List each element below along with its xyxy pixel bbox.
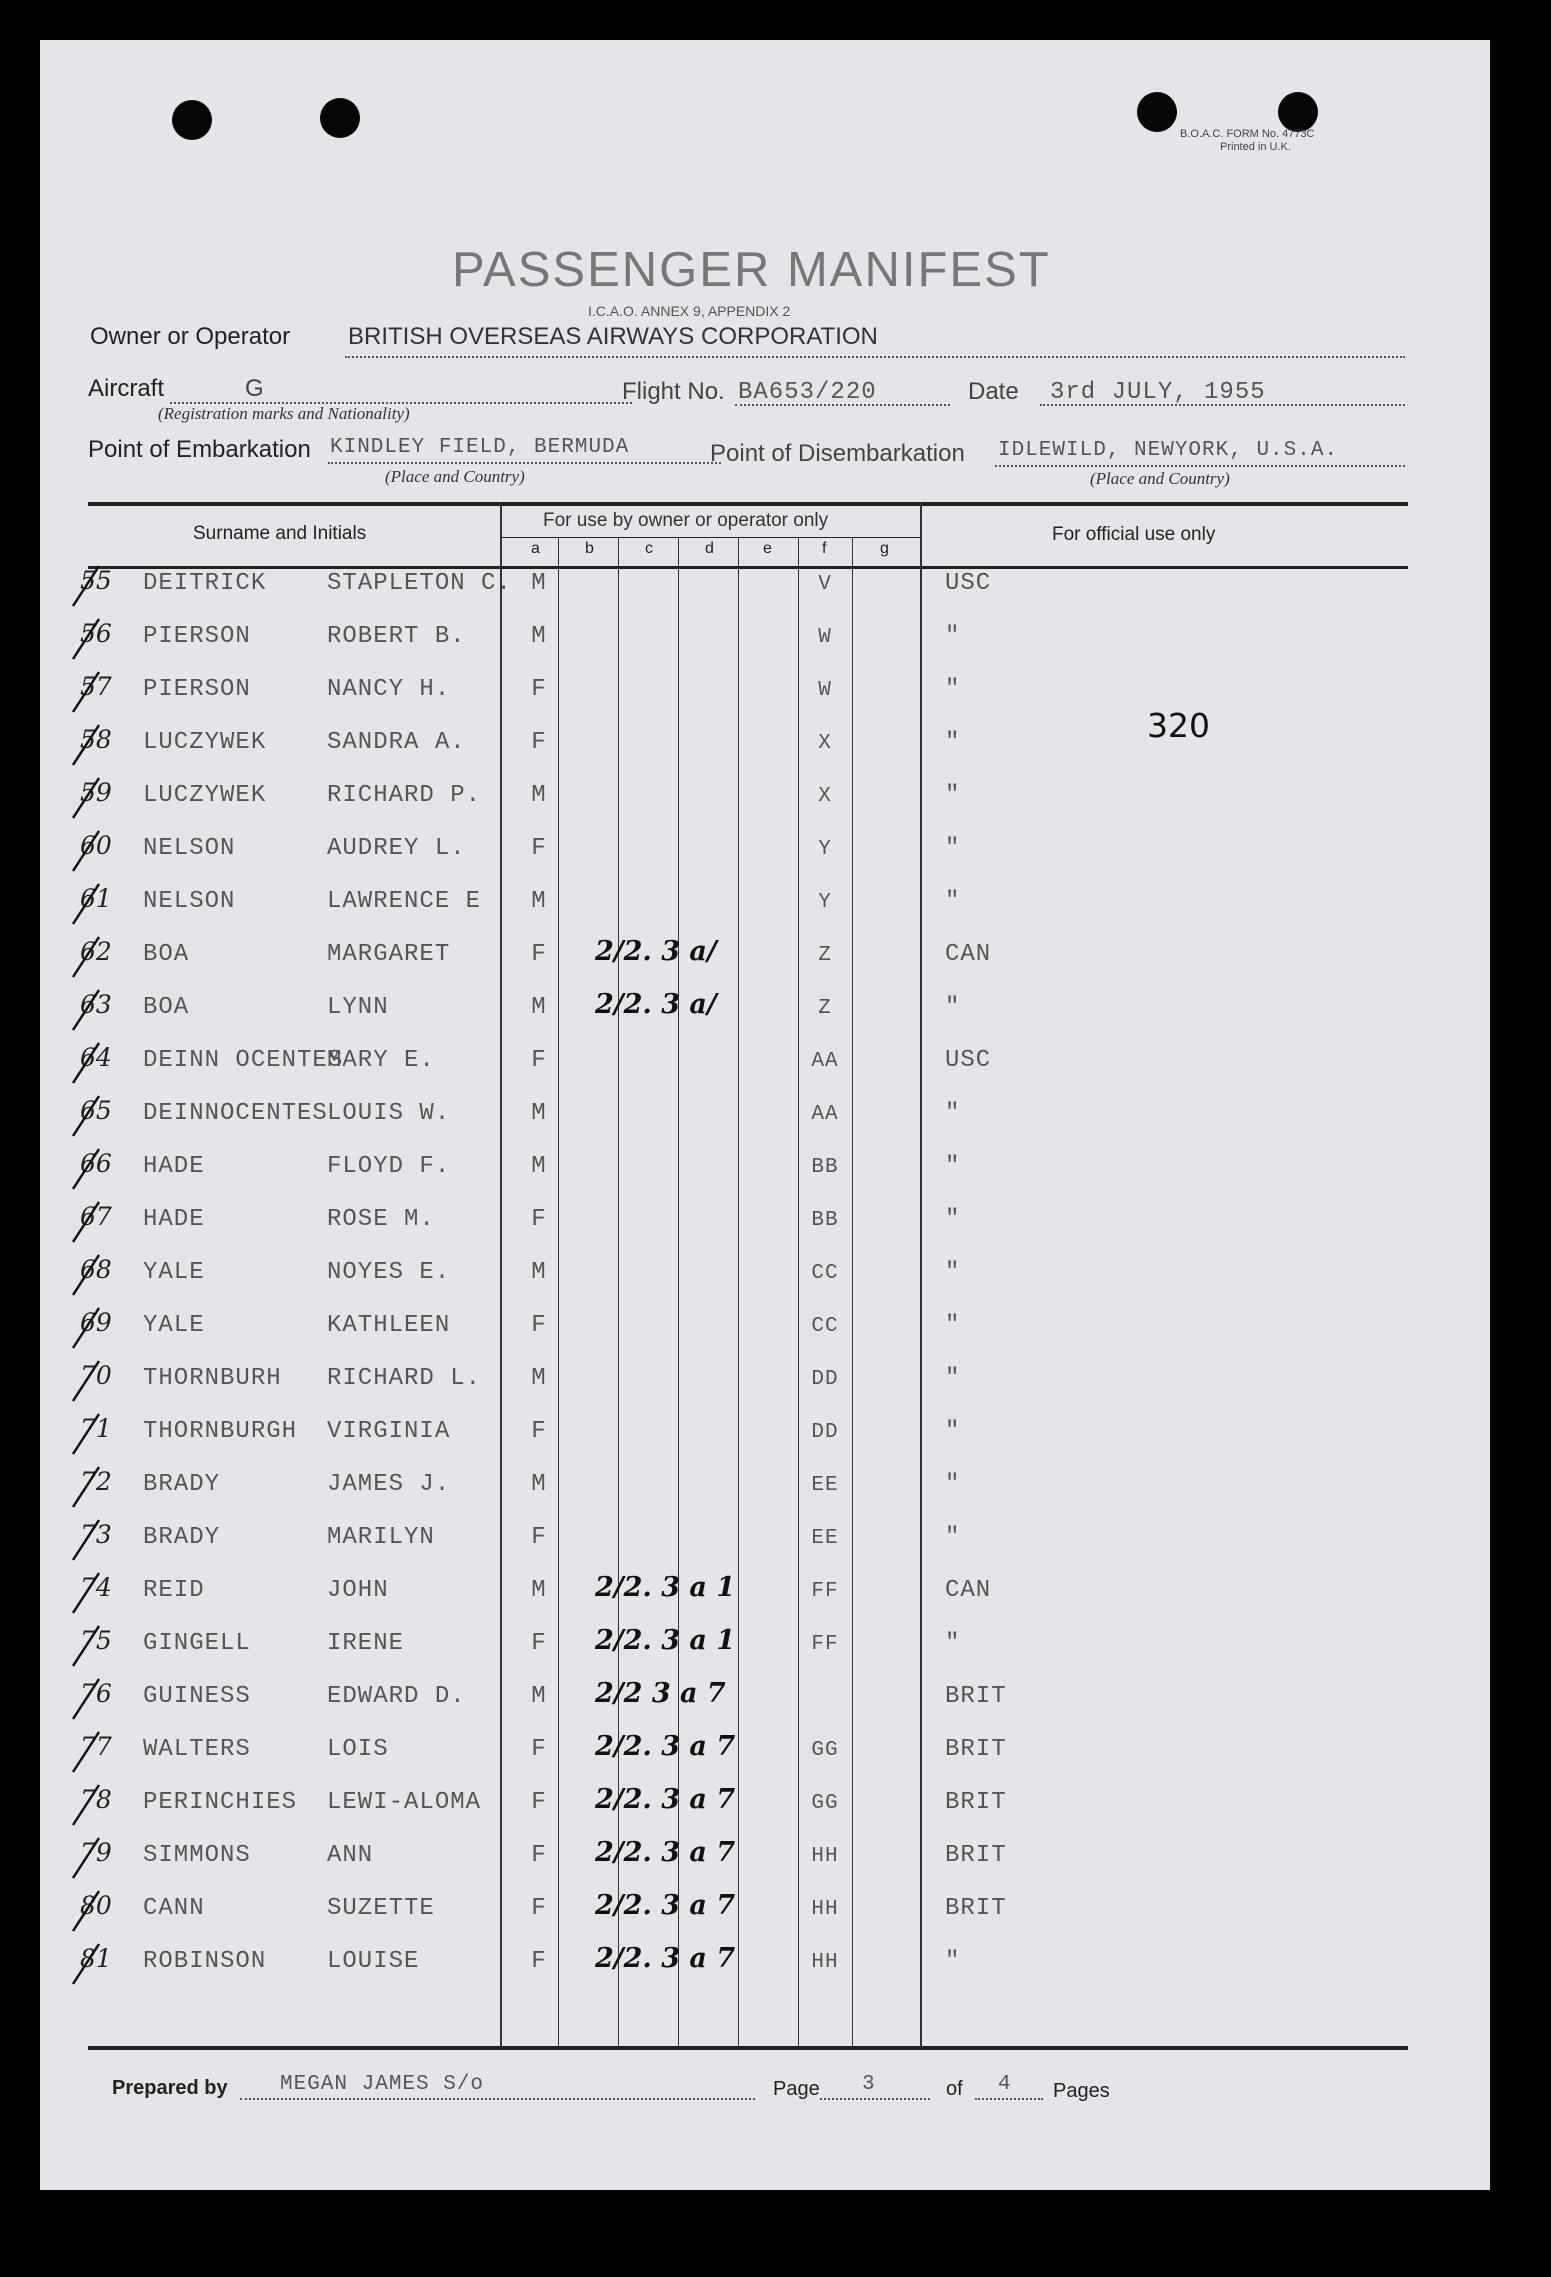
page-title: PASSENGER MANIFEST: [452, 243, 1051, 297]
tick-mark-icon: [70, 1516, 102, 1566]
row-sex: F: [531, 1789, 547, 1816]
row-official: ": [945, 729, 961, 756]
row-initials: RICHARD P.: [327, 782, 482, 809]
row-number: 63: [80, 990, 112, 1019]
row-official: ": [945, 1524, 961, 1551]
row-group-code: X: [818, 732, 832, 755]
table-row: [40, 1943, 1490, 2001]
row-official: ": [945, 1471, 961, 1498]
punch-hole-1: [172, 100, 212, 140]
row-surname: CANN: [143, 1895, 205, 1922]
row-group-code: FF: [811, 1580, 839, 1603]
tick-mark-icon: [70, 1357, 102, 1407]
row-number: 79: [80, 1838, 112, 1867]
row-number: 71: [80, 1414, 112, 1443]
subcol-c: c: [645, 540, 653, 557]
row-group-code: BB: [811, 1156, 839, 1179]
row-group-code: Z: [818, 944, 832, 967]
table-row: [40, 1308, 1490, 1365]
row-number: 70: [80, 1361, 112, 1390]
form-ref-line1: B.O.A.C. FORM No. 4773C: [1180, 128, 1315, 140]
row-surname: BOA: [143, 941, 190, 968]
tick-mark-icon: [70, 1940, 102, 1990]
tick-mark-icon: [70, 1092, 102, 1142]
table-row: [40, 1784, 1490, 1842]
row-sex: M: [531, 782, 547, 809]
row-group-code: EE: [811, 1527, 839, 1550]
row-sex: F: [531, 941, 547, 968]
row-sex: F: [531, 1948, 547, 1975]
official-annotation: 320: [1147, 706, 1210, 745]
prepared-value: MEGAN JAMES S/o: [280, 2073, 485, 2096]
table-row: [40, 1678, 1490, 1736]
row-surname: DEINNOCENTES: [143, 1100, 328, 1127]
row-official: CAN: [945, 1577, 992, 1604]
row-sex: M: [531, 1577, 547, 1604]
table-row: [40, 1467, 1490, 1524]
row-official: ": [945, 994, 961, 1021]
row-initials: SUZETTE: [327, 1895, 435, 1922]
row-official: BRIT: [945, 1842, 1007, 1869]
row-group-code: CC: [811, 1315, 839, 1338]
row-group-code: Y: [818, 838, 832, 861]
tick-mark-icon: [70, 986, 102, 1036]
row-initials: LAWRENCE E: [327, 888, 482, 915]
row-group-code: CC: [811, 1262, 839, 1285]
owner-line: [345, 356, 1405, 358]
row-handwritten-code: 2/2. 3 a 7: [595, 1784, 736, 1815]
table-row: [40, 1202, 1490, 1259]
row-surname: HADE: [143, 1206, 205, 1233]
row-group-code: HH: [811, 1845, 839, 1868]
row-number: 76: [80, 1679, 112, 1708]
row-surname: LUCZYWEK: [143, 782, 267, 809]
row-official: ": [945, 676, 961, 703]
row-initials: VIRGINIA: [327, 1418, 451, 1445]
tick-mark-icon: [70, 1569, 102, 1619]
row-initials: JOHN: [327, 1577, 389, 1604]
row-surname: DEITRICK: [143, 570, 267, 597]
row-sex: F: [531, 1630, 547, 1657]
row-sex: M: [531, 1100, 547, 1127]
tick-mark-icon: [70, 562, 102, 612]
row-number: 58: [80, 725, 112, 754]
row-number: 62: [80, 937, 112, 966]
tick-mark-icon: [70, 721, 102, 771]
row-surname: THORNBURGH: [143, 1418, 298, 1445]
row-official: ": [945, 1630, 961, 1657]
punch-hole-3: [1137, 92, 1177, 132]
table-row: [40, 1625, 1490, 1683]
table-bottom-rule: [88, 2046, 1408, 2050]
row-official: USC: [945, 570, 992, 597]
row-number: 57: [80, 672, 112, 701]
subcol-b: b: [585, 540, 594, 557]
row-surname: PIERSON: [143, 623, 251, 650]
tick-mark-icon: [70, 1834, 102, 1884]
row-group-code: HH: [811, 1951, 839, 1974]
row-handwritten-code: 2/2. 3 a/: [595, 989, 717, 1020]
row-surname: LUCZYWEK: [143, 729, 267, 756]
tick-mark-icon: [70, 1887, 102, 1937]
row-surname: ROBINSON: [143, 1948, 267, 1975]
row-initials: MARGARET: [327, 941, 451, 968]
row-initials: RICHARD L.: [327, 1365, 482, 1392]
page-value: 3: [862, 2073, 876, 2096]
table-top-rule: [88, 502, 1408, 506]
table-header-rule: [88, 566, 1408, 569]
page-line: [820, 2098, 930, 2100]
row-sex: M: [531, 1471, 547, 1498]
row-initials: LOUISE: [327, 1948, 420, 1975]
row-sex: M: [531, 1683, 547, 1710]
row-group-code: W: [818, 679, 832, 702]
row-sex: F: [531, 676, 547, 703]
row-initials: ROSE M.: [327, 1206, 435, 1233]
row-group-code: Y: [818, 891, 832, 914]
punch-hole-2: [320, 98, 360, 138]
embark-value: KINDLEY FIELD, BERMUDA: [330, 436, 630, 459]
subcol-g: g: [880, 540, 889, 557]
row-surname: PIERSON: [143, 676, 251, 703]
row-initials: MARY E.: [327, 1047, 435, 1074]
row-group-code: AA: [811, 1050, 839, 1073]
table-row: [40, 1255, 1490, 1312]
row-official: ": [945, 1153, 961, 1180]
row-initials: SANDRA A.: [327, 729, 466, 756]
tick-mark-icon: [70, 1251, 102, 1301]
manifest-sheet: [40, 40, 1490, 2190]
row-sex: F: [531, 1047, 547, 1074]
row-sex: F: [531, 1895, 547, 1922]
col-name-header: Surname and Initials: [193, 523, 367, 544]
table-row: [40, 884, 1490, 941]
row-initials: EDWARD D.: [327, 1683, 466, 1710]
row-official: ": [945, 1418, 961, 1445]
table-row: [40, 1520, 1490, 1577]
embark-note: (Place and Country): [385, 467, 525, 486]
row-surname: DEINN OCENTES: [143, 1047, 344, 1074]
row-official: ": [945, 782, 961, 809]
row-handwritten-code: 2/2. 3 a/: [595, 936, 717, 967]
row-sex: F: [531, 1418, 547, 1445]
row-initials: LOIS: [327, 1736, 389, 1763]
row-sex: M: [531, 1153, 547, 1180]
subcol-a: a: [531, 540, 540, 557]
row-surname: YALE: [143, 1259, 205, 1286]
row-initials: MARILYN: [327, 1524, 435, 1551]
row-number: 81: [80, 1944, 112, 1973]
owner-value: BRITISH OVERSEAS AIRWAYS CORPORATION: [348, 323, 878, 350]
disembark-note: (Place and Country): [1090, 469, 1230, 488]
of-value: 4: [998, 2073, 1012, 2096]
manifest-rows: [40, 566, 1490, 2040]
row-handwritten-code: 2/2. 3 a 7: [595, 1943, 736, 1974]
row-official: USC: [945, 1047, 992, 1074]
row-group-code: X: [818, 785, 832, 808]
row-number: 75: [80, 1626, 112, 1655]
table-row: [40, 778, 1490, 835]
tick-mark-icon: [70, 1728, 102, 1778]
tick-mark-icon: [70, 774, 102, 824]
row-surname: THORNBURH: [143, 1365, 282, 1392]
aircraft-note: (Registration marks and Nationality): [158, 404, 410, 423]
row-number: 67: [80, 1202, 112, 1231]
row-official: ": [945, 1259, 961, 1286]
row-number: 66: [80, 1149, 112, 1178]
aircraft-value: G: [245, 375, 264, 402]
row-group-code: V: [818, 573, 832, 596]
row-surname: WALTERS: [143, 1736, 251, 1763]
row-sex: F: [531, 835, 547, 862]
of-line: [975, 2098, 1043, 2100]
row-group-code: GG: [811, 1792, 839, 1815]
row-initials: LYNN: [327, 994, 389, 1021]
table-row: [40, 1096, 1490, 1153]
row-official: ": [945, 888, 961, 915]
row-official: BRIT: [945, 1683, 1007, 1710]
row-group-code: FF: [811, 1633, 839, 1656]
row-handwritten-code: 2/2. 3 a 7: [595, 1890, 736, 1921]
table-row: [40, 566, 1490, 623]
row-official: ": [945, 1365, 961, 1392]
row-surname: PERINCHIES: [143, 1789, 298, 1816]
table-row: [40, 1043, 1490, 1100]
date-label: Date: [968, 378, 1019, 405]
row-number: 64: [80, 1043, 112, 1072]
subcol-e: e: [763, 540, 772, 557]
table-row: [40, 1361, 1490, 1418]
row-official: ": [945, 1100, 961, 1127]
row-initials: ROBERT B.: [327, 623, 466, 650]
table-row: [40, 936, 1490, 994]
row-surname: HADE: [143, 1153, 205, 1180]
table-row: [40, 1890, 1490, 1948]
row-sex: F: [531, 1206, 547, 1233]
table-row: [40, 831, 1490, 888]
table-row: [40, 1572, 1490, 1630]
subcol-f: f: [822, 540, 827, 557]
row-sex: F: [531, 1312, 547, 1339]
row-surname: YALE: [143, 1312, 205, 1339]
row-initials: LEWI-ALOMA: [327, 1789, 482, 1816]
row-initials: STAPLETON C.: [327, 570, 512, 597]
row-sex: M: [531, 570, 547, 597]
tick-mark-icon: [70, 1145, 102, 1195]
flight-line: [735, 404, 950, 406]
row-initials: NOYES E.: [327, 1259, 451, 1286]
row-surname: GUINESS: [143, 1683, 251, 1710]
row-initials: JAMES J.: [327, 1471, 451, 1498]
prepared-line: [240, 2098, 755, 2100]
row-group-code: DD: [811, 1368, 839, 1391]
table-row: [40, 989, 1490, 1047]
row-group-code: DD: [811, 1421, 839, 1444]
page-subtitle: I.C.A.O. ANNEX 9, APPENDIX 2: [588, 303, 791, 319]
disembark-line: [995, 465, 1405, 467]
row-number: 59: [80, 778, 112, 807]
table-row: [40, 1731, 1490, 1789]
row-sex: M: [531, 888, 547, 915]
row-official: ": [945, 1948, 961, 1975]
row-number: 78: [80, 1785, 112, 1814]
tick-mark-icon: [70, 1463, 102, 1513]
tick-mark-icon: [70, 827, 102, 877]
row-number: 74: [80, 1573, 112, 1602]
row-sex: M: [531, 994, 547, 1021]
row-handwritten-code: 2/2 3 a 7: [595, 1678, 726, 1709]
row-surname: BRADY: [143, 1524, 221, 1551]
of-label: of: [946, 2078, 963, 2100]
flight-label: Flight No.: [622, 378, 725, 405]
row-initials: AUDREY L.: [327, 835, 466, 862]
pages-label: Pages: [1053, 2080, 1110, 2102]
tick-mark-icon: [70, 1198, 102, 1248]
row-group-code: GG: [811, 1739, 839, 1762]
row-number: 73: [80, 1520, 112, 1549]
table-row: [40, 672, 1490, 729]
row-number: 65: [80, 1096, 112, 1125]
table-row: [40, 1414, 1490, 1471]
row-sex: F: [531, 1736, 547, 1763]
tick-mark-icon: [70, 668, 102, 718]
subcol-d: d: [705, 540, 714, 557]
row-official: ": [945, 835, 961, 862]
row-official: BRIT: [945, 1789, 1007, 1816]
row-number: 68: [80, 1255, 112, 1284]
row-surname: REID: [143, 1577, 205, 1604]
row-official: ": [945, 623, 961, 650]
punch-hole-4: [1278, 92, 1318, 132]
row-group-code: AA: [811, 1103, 839, 1126]
tick-mark-icon: [70, 880, 102, 930]
table-row: [40, 619, 1490, 676]
tick-mark-icon: [70, 933, 102, 983]
row-number: 56: [80, 619, 112, 648]
flight-value: BA653/220: [738, 379, 877, 406]
row-official: BRIT: [945, 1895, 1007, 1922]
form-ref-line2: Printed in U.K.: [1220, 141, 1291, 153]
row-group-code: BB: [811, 1209, 839, 1232]
row-official: ": [945, 1206, 961, 1233]
row-official: ": [945, 1312, 961, 1339]
row-surname: BOA: [143, 994, 190, 1021]
row-surname: NELSON: [143, 835, 236, 862]
row-number: 61: [80, 884, 112, 913]
row-handwritten-code: 2/2. 3 a 1: [595, 1572, 736, 1603]
disembark-value: IDLEWILD, NEWYORK, U.S.A.: [998, 439, 1339, 462]
disembark-label: Point of Disembarkation: [710, 440, 965, 467]
row-official: CAN: [945, 941, 992, 968]
owner-subheader-rule: [502, 537, 922, 538]
row-number: 77: [80, 1732, 112, 1761]
row-sex: F: [531, 1524, 547, 1551]
embark-label: Point of Embarkation: [88, 436, 311, 463]
row-initials: LOUIS W.: [327, 1100, 451, 1127]
row-group-code: Z: [818, 997, 832, 1020]
row-group-code: HH: [811, 1898, 839, 1921]
table-row: [40, 1149, 1490, 1206]
row-initials: NANCY H.: [327, 676, 451, 703]
row-surname: GINGELL: [143, 1630, 251, 1657]
page-label: Page: [773, 2078, 820, 2100]
tick-mark-icon: [70, 615, 102, 665]
aircraft-label: Aircraft: [88, 375, 165, 402]
table-row: [40, 1837, 1490, 1895]
row-group-code: EE: [811, 1474, 839, 1497]
row-sex: M: [531, 623, 547, 650]
row-sex: M: [531, 1259, 547, 1286]
row-official: BRIT: [945, 1736, 1007, 1763]
row-handwritten-code: 2/2. 3 a 7: [595, 1837, 736, 1868]
tick-mark-icon: [70, 1304, 102, 1354]
row-group-code: W: [818, 626, 832, 649]
tick-mark-icon: [70, 1675, 102, 1725]
row-initials: IRENE: [327, 1630, 405, 1657]
row-surname: SIMMONS: [143, 1842, 251, 1869]
date-value: 3rd JULY, 1955: [1050, 379, 1266, 406]
row-initials: ANN: [327, 1842, 374, 1869]
row-initials: KATHLEEN: [327, 1312, 451, 1339]
tick-mark-icon: [70, 1622, 102, 1672]
embark-line: [328, 462, 721, 464]
row-number: 69: [80, 1308, 112, 1337]
col-owner-header: For use by owner or operator only: [543, 510, 829, 531]
date-line: [1040, 404, 1405, 406]
row-sex: F: [531, 729, 547, 756]
tick-mark-icon: [70, 1781, 102, 1831]
row-initials: FLOYD F.: [327, 1153, 451, 1180]
row-surname: NELSON: [143, 888, 236, 915]
row-sex: F: [531, 1842, 547, 1869]
prepared-label: Prepared by: [112, 2077, 228, 2099]
row-sex: M: [531, 1365, 547, 1392]
row-number: 55: [80, 566, 112, 595]
row-number: 60: [80, 831, 112, 860]
tick-mark-icon: [70, 1410, 102, 1460]
row-number: 80: [80, 1891, 112, 1920]
row-number: 72: [80, 1467, 112, 1496]
row-handwritten-code: 2/2. 3 a 1: [595, 1625, 736, 1656]
owner-label: Owner or Operator: [90, 323, 291, 350]
tick-mark-icon: [70, 1039, 102, 1089]
col-official-header: For official use only: [1052, 524, 1216, 545]
row-surname: BRADY: [143, 1471, 221, 1498]
row-handwritten-code: 2/2. 3 a 7: [595, 1731, 736, 1762]
